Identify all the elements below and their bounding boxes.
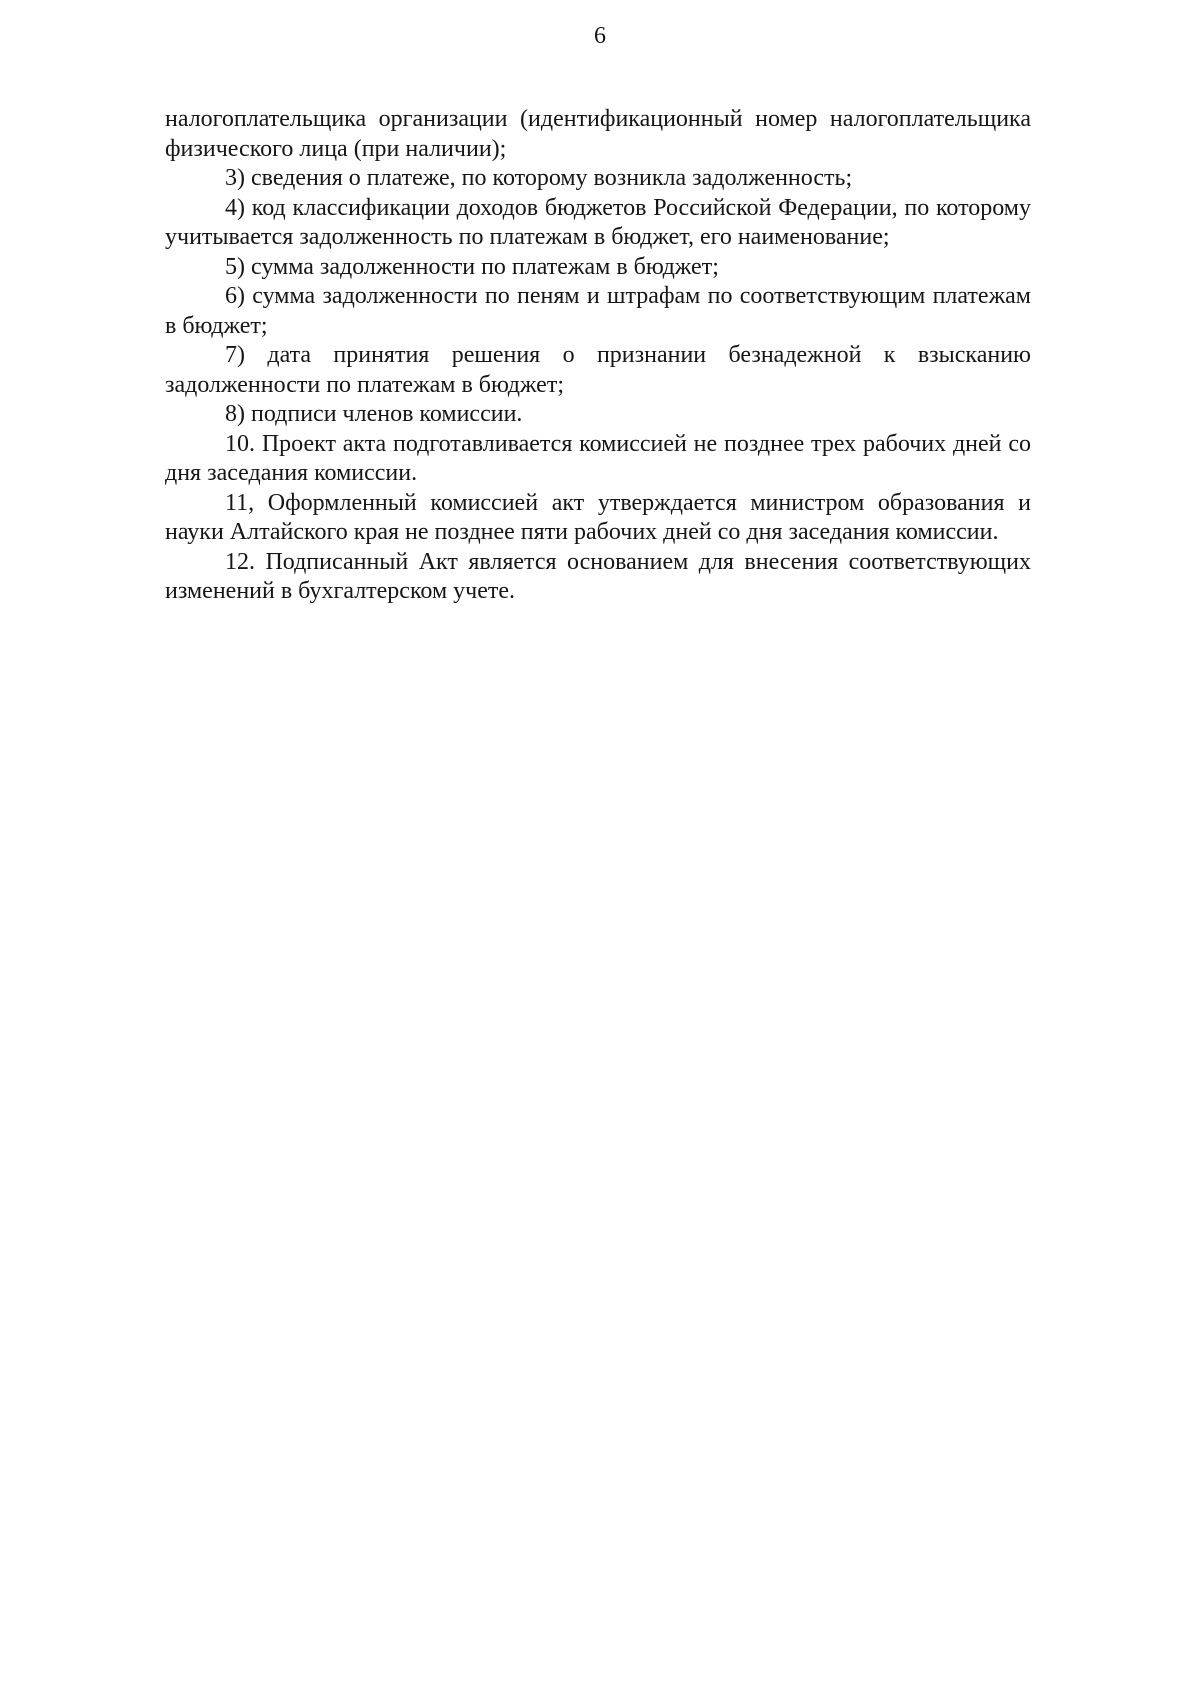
- paragraph-item-6-penalties-amount: 6) сумма задолженности по пеням и штрафам по соответствующим платежам в бюджет;: [165, 283, 1031, 339]
- paragraph-taxpayer-id-continued: налогоплательщика организации (идентификационный номер налогоплательщика физического лица (при наличии);: [165, 106, 1031, 162]
- paragraph-item-8-signatures: 8) подписи членов комиссии.: [225, 401, 523, 427]
- paragraph-clause-10: 10. Проект акта подготавливается комиссией не позднее трех рабочих дней со дня заседания комиссии.: [165, 430, 1031, 486]
- paragraph-item-5-debt-amount: 5) сумма задолженности по платежам в бюджет;: [225, 253, 719, 280]
- paragraph-clause-11: 11, Оформленный комиссией акт утверждается министром образования и науки Алтайского края не позднее пяти рабочих дней со дня заседания комиссии.: [165, 489, 1031, 545]
- paragraph-clause-12: 12. Подписанный Акт является основанием для внесения соответствующих изменений в бухгалтерском учете.: [165, 548, 1031, 604]
- page-number: 6: [594, 23, 606, 49]
- paragraph-item-7-decision-date: 7) дата принятия решения о признании безнадежной к взысканию задолженности по платежам в бюджет;: [165, 342, 1031, 398]
- paragraph-item-3-payment-info: 3) сведения о платеже, по которому возникла задолженность;: [225, 165, 853, 191]
- paragraph-item-4-budget-code: 4) код классификации доходов бюджетов Российской Федерации, по которому учитывается задолженность по платежам в бюджет, его наименование;: [165, 194, 1031, 250]
- document-body: [165, 105, 1031, 607]
